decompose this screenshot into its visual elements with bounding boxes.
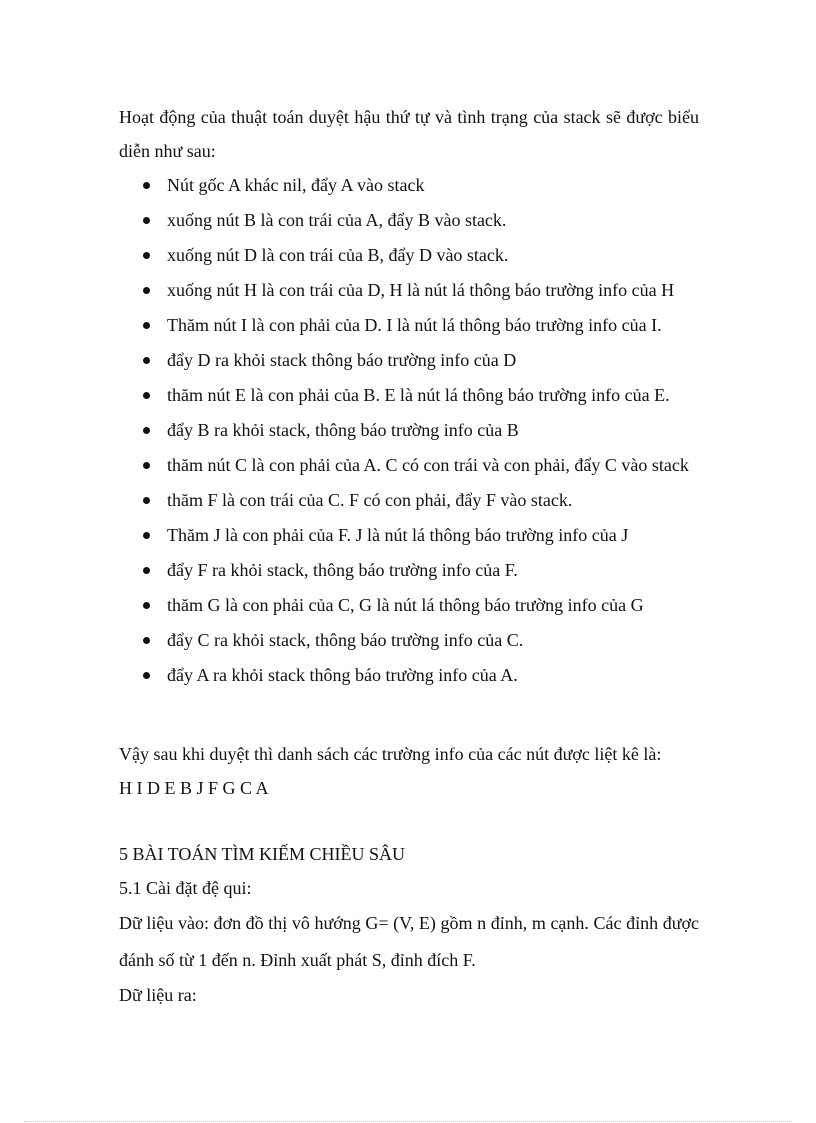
step-text: đẩy F ra khỏi stack, thông báo trường info của F. (167, 560, 518, 580)
list-item (143, 413, 699, 448)
list-item (143, 658, 699, 693)
step-text: xuống nút H là con trái của D, H là nút lá thông báo trường info của H (167, 280, 675, 300)
conclusion-paragraph (119, 737, 699, 805)
list-item (143, 238, 699, 273)
subsection-heading: 5.1 Cài đặt đệ qui: (119, 878, 252, 898)
step-text: đẩy A ra khỏi stack thông báo trường info của A. (167, 665, 518, 685)
bullet-icon (143, 392, 150, 399)
step-text: Thăm J là con phải của F. J là nút lá thông báo trường info của J (167, 525, 629, 545)
step-text: thăm G là con phải của C, G là nút lá thông báo trường info của G (167, 595, 644, 615)
bullet-icon (143, 637, 150, 644)
list-item (143, 308, 699, 343)
bullet-icon (143, 182, 150, 189)
bullet-icon (143, 602, 150, 609)
bullet-icon (143, 427, 150, 434)
list-item (143, 378, 699, 413)
step-text: đẩy B ra khỏi stack, thông báo trường info của B (167, 420, 519, 440)
step-text: thăm nút C là con phải của A. C có con trái và con phải, đẩy C vào stack (167, 455, 689, 475)
conclusion-text: Vậy sau khi duyệt thì danh sách các trường info của các nút được liệt kê là: (119, 744, 662, 764)
list-item (143, 623, 699, 658)
page-bottom-divider (24, 1121, 792, 1122)
step-text: xuống nút B là con trái của A, đẩy B vào stack. (167, 210, 507, 230)
list-item (143, 343, 699, 378)
step-text: Thăm nút I là con phải của D. I là nút lá thông báo trường info của I. (167, 315, 662, 335)
step-text: thăm F là con trái của C. F có con phải, đẩy F vào stack. (167, 490, 573, 510)
list-item (143, 168, 699, 203)
list-item (143, 273, 699, 308)
bullet-icon (143, 287, 150, 294)
bullet-icon (143, 462, 150, 469)
step-text: Nút gốc A khác nil, đẩy A vào stack (167, 175, 425, 195)
list-item (143, 448, 699, 483)
bullet-icon (143, 252, 150, 259)
step-text: xuống nút D là con trái của B, đẩy D vào stack. (167, 245, 509, 265)
bullet-icon (143, 322, 150, 329)
step-text: đẩy C ra khỏi stack, thông báo trường info của C. (167, 630, 524, 650)
list-item (143, 553, 699, 588)
list-item (143, 518, 699, 553)
traversal-sequence: H I D E B J F G C A (119, 778, 269, 798)
step-text: đẩy D ra khỏi stack thông báo trường info của D (167, 350, 517, 370)
bullet-icon (143, 567, 150, 574)
section-heading: 5 BÀI TOÁN TÌM KIẾM CHIỀU SÂU (119, 844, 406, 864)
intro-paragraph: Hoạt động của thuật toán duyệt hậu thứ tự và tình trạng của stack sẽ được biểu diễn như sau: (119, 107, 699, 161)
step-text: thăm nút E là con phải của B. E là nút lá thông báo trường info của E. (167, 385, 670, 405)
list-item (143, 588, 699, 623)
list-item (143, 203, 699, 238)
input-description: Dữ liệu vào: đơn đồ thị vô hướng G= (V, E) gồm n đỉnh, m cạnh. Các đỉnh được đánh số từ 1 đến n. Đỉnh xuất phát S, đỉnh đích F. (119, 913, 699, 970)
bullet-icon (143, 672, 150, 679)
bullet-icon (143, 532, 150, 539)
bullet-icon (143, 497, 150, 504)
output-label: Dữ liệu ra: (119, 985, 197, 1005)
list-item (143, 483, 699, 518)
bullet-icon (143, 357, 150, 364)
bullet-icon (143, 217, 150, 224)
traversal-steps-list (143, 168, 699, 693)
